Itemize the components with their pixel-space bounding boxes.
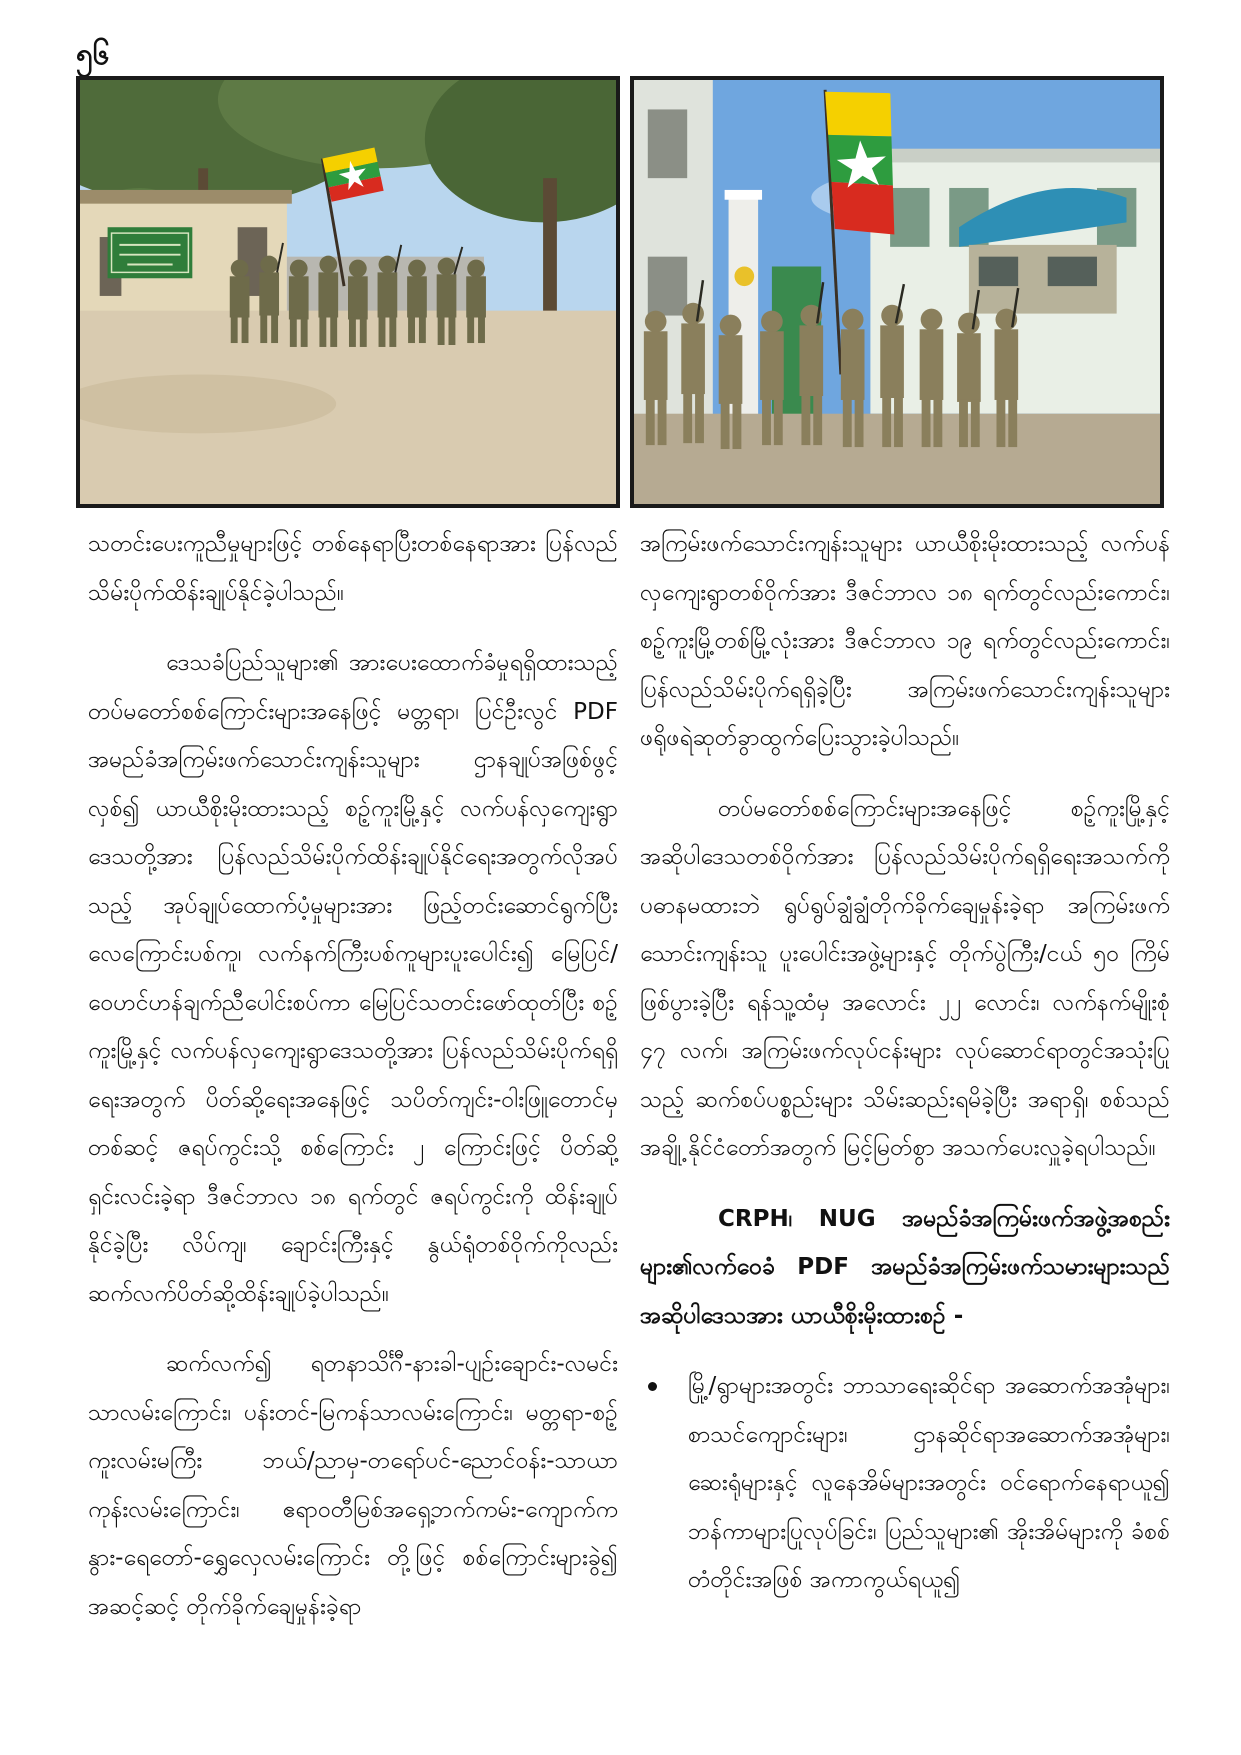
article-paragraph: ဒေသခံပြည်သူများ၏ အားပေးထောက်ခံမှုရရှိထားသည့် တပ်မတော်စစ်ကြောင်းများအနေဖြင့် မတ္တရာ၊ ပြင်ဦးလွင် PDF အမည်ခံအကြမ်းဖက်သောင်းကျန်းသူများ ဌာနချုပ်အဖြစ်ဖွင့်လှစ်၍ ယာယီစိုးမိုးထားသည့် စဥ့်ကူးမြို့နှင့် လက်ပန်လှကျေးရွာဒေသတို့အား ပြန်လည်သိမ်းပိုက်ထိန်းချုပ်နိုင်ရေးအတွက်လိုအပ်သည့် အုပ်ချုပ်ထောက်ပံ့မှုများအား ဖြည့်တင်းဆောင်ရွက်ပြီး လေကြောင်းပစ်ကူ၊ လက်နက်ကြီးပစ်ကူများပူးပေါင်း၍ မြေပြင်/ ဝေဟင်ဟန်ချက်ညီပေါင်းစပ်ကာ မြေပြင်သတင်းဖော်ထုတ်ပြီး စဥ့်ကူးမြို့နှင့် လက်ပန်လှကျေးရွာဒေသတို့အား ပြန်လည်သိမ်းပိုက်ရရှိရေးအတွက် ပိတ်ဆို့ရေးအနေဖြင့် သပိတ်ကျင်း-ဝါးဖြူတောင်မှတစ်ဆင့် ဇရပ်ကွင်းသို့ စစ်ကြောင်း ၂ ကြောင်းဖြင့် ပိတ်ဆို့ရှင်းလင်းခဲ့ရာ ဒီဇင်ဘာလ ၁၈ ရက်တွင် ဇရပ်ကွင်းကို ထိန်းချုပ်နိုင်ခဲ့ပြီး လိပ်ကျ၊ ချောင်းကြီးနှင့် နွယ်ရုံတစ်ဝိုက်ကိုလည်း ဆက်လက်ပိတ်ဆို့ထိန်းချုပ်ခဲ့ပါသည်။ <box>88 650 618 1307</box>
photo-right-illustration <box>634 80 1160 504</box>
photo-soldiers-with-flag-right <box>630 76 1164 508</box>
building-roof <box>80 190 292 204</box>
article-paragraph: အကြမ်းဖက်သောင်းကျန်းသူများ ယာယီစိုးမိုးထားသည့် လက်ပန်လှကျေးရွာတစ်ဝိုက်အား ဒီဇင်ဘာလ ၁၈ ရက်တွင်လည်းကောင်း၊ စဥ့်ကူးမြို့တစ်မြို့လုံးအား ဒီဇင်ဘာလ ၁၉ ရက်တွင်လည်းကောင်း၊ ပြန်လည်သိမ်းပိုက်ရရှိခဲ့ပြီး အကြမ်းဖက်သောင်းကျန်းသူများ ဖရိုဖရဲဆုတ်ခွာထွက်ပြေးသွားခဲ့ပါသည်။ <box>640 531 1170 751</box>
building-cornice <box>870 149 1160 163</box>
section-heading: CRPH၊ NUG အမည်ခံအကြမ်းဖက်အဖွဲ့အစည်းများ၏လက်ဝေခံ PDF အမည်ခံအကြမ်းဖက်သမားများသည် အဆိုပါဒေသအား ယာယီစိုးမိုးထားစဉ် - <box>640 1205 1170 1329</box>
window <box>648 257 687 316</box>
shelter-window <box>1048 257 1097 286</box>
pillar-cap <box>725 190 762 200</box>
emblem <box>734 266 754 286</box>
window <box>648 109 687 178</box>
bullet-text: မြို့/ရွာများအတွင်း ဘာသာရေးဆိုင်ရာ အဆောက်အအုံများ၊ စာသင်ကျောင်းများ၊ ဌာနဆိုင်ရာအဆောက်အအုံများ၊ ဆေးရုံများနှင့် လူနေအိမ်များအတွင်း ဝင်ရောက်နေရာယူ၍ ဘန်ကာများပြုလုပ်ခြင်း၊ ပြည်သူများ၏ အိုးအိမ်များကို ခံစစ်တံတိုင်းအဖြစ် အကာကွယ်ရယူ၍ <box>688 1373 1170 1593</box>
photo-left-illustration <box>80 80 616 504</box>
photo-soldiers-with-flag-left <box>76 76 620 508</box>
article-paragraph: သတင်းပေးကူညီမှုများဖြင့် တစ်နေရာပြီးတစ်နေရာအား ပြန်လည်သိမ်းပိုက်ထိန်းချုပ်နိုင်ခဲ့ပါသည်။ <box>88 531 618 606</box>
article-paragraph: တပ်မတော်စစ်ကြောင်းများအနေဖြင့် စဥ့်ကူးမြို့နှင့် အဆိုပါဒေသတစ်ဝိုက်အား ပြန်လည်သိမ်းပိုက်ရရှိရေးအသက်ကိုပဓာနမထားဘဲ ရွပ်ရွပ်ချွံချွံတိုက်ခိုက်ချေမှုန်းခဲ့ရာ အကြမ်းဖက်သောင်းကျန်းသူ ပူးပေါင်းအဖွဲ့များနှင့် တိုက်ပွဲကြီး/ငယ် ၅၀ ကြိမ်ဖြစ်ပွားခဲ့ပြီး ရန်သူ့ထံမှ အလောင်း ၂၂ လောင်း၊ လက်နက်မျိုးစုံ ၄၇ လက်၊ အကြမ်းဖက်လုပ်ငန်းများ လုပ်ဆောင်ရာတွင်အသုံးပြုသည့် ဆက်စပ်ပစ္စည်းများ သိမ်းဆည်းရမိခဲ့ပြီး အရာရှိ၊ စစ်သည်အချို့ နိုင်ငံတော်အတွက် မြင့်မြတ်စွာ အသက်ပေးလှူခဲ့ရပါသည်။ <box>640 795 1170 1161</box>
article-column-left <box>88 520 618 1653</box>
article-column-right <box>640 520 1170 1605</box>
page-number: ၅၆ <box>76 37 110 72</box>
window <box>890 188 929 247</box>
shelter-window <box>979 257 1018 286</box>
bullet-icon <box>648 1382 657 1391</box>
bullet-list <box>640 1362 1170 1605</box>
myanmar-flag <box>825 87 900 238</box>
green-signboard <box>108 227 193 278</box>
article-paragraph: ဆက်လက်၍ ရတနာသိင်္ဂီ-နားခါ-ပျဉ်းချောင်း-လမင်းသာလမ်းကြောင်း၊ ပန်းတင်-မြကန်သာလမ်းကြောင်း၊ မတ္တရာ-စဥ့်ကူးလမ်းမကြီး ဘယ်/ညာမှ-တရော်ပင်-ညောင်ဝန်း-သာယာကုန်းလမ်းကြောင်း၊ ဧရာဝတီမြစ်အရှေ့ဘက်ကမ်း-ကျောက်ကနွား-ရေတော်-ရွှေလှေလမ်းကြောင်း တို့ဖြင့် စစ်ကြောင်းများခွဲ၍ အဆင့်ဆင့် တိုက်ခိုက်ချေမှုန်းခဲ့ရာ <box>88 1351 618 1620</box>
bullet-item <box>688 1362 1170 1605</box>
flag-stripe-yellow <box>825 87 893 140</box>
